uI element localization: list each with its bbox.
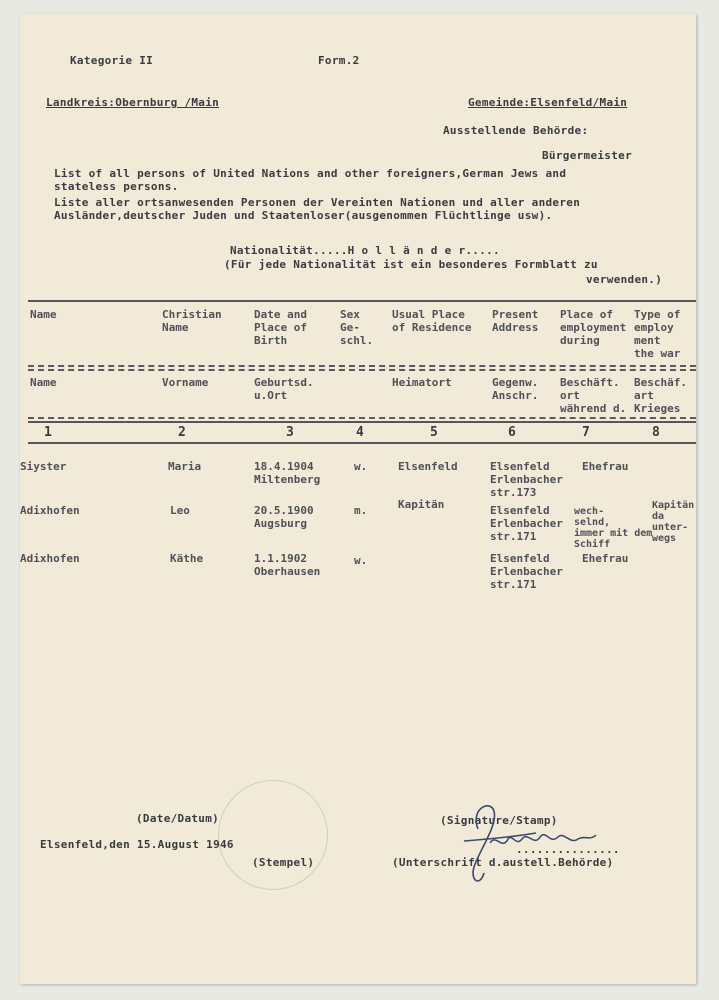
col-de-name: Name [30,376,57,389]
intro-de-line1: Liste aller ortsanwesenden Personen der Vereinten Nationen und aller anderen [54,196,581,209]
intro-de-line2: Ausländer,deutscher Juden und Staatenloser(ausgenommen Flüchtlinge usw). [54,209,553,222]
table-top-rule [28,300,696,302]
table-row-2-birth: 20.5.1900 Augsburg [254,504,314,530]
table-row-1-heimatort: Elsenfeld [398,460,458,473]
date-label: (Date/Datum) [136,812,220,825]
col-number-3: 3 [286,425,294,440]
form-label: Form.2 [318,54,360,67]
intro-en-line2: stateless persons. [54,180,179,193]
table-row-2-address: Elsenfeld Erlenbacher str.171 [490,504,563,543]
table-row-1-address: Elsenfeld Erlenbacher str.173 [490,460,563,499]
column-numbers-rule [28,442,696,444]
signature-dots: ............... [516,843,620,856]
col-number-8: 8 [652,425,660,440]
col-number-7: 7 [582,425,590,440]
col-en-sex: Sex Ge- schl. [340,308,374,347]
table-row-1-name: Siyster [20,460,67,473]
official-stamp [218,780,328,890]
col-en-name: Name [30,308,57,321]
col-de-geburt: Geburtsd. u.Ort [254,376,314,402]
stamp-label: (Stempel) [252,856,315,869]
table-row-1-birth: 18.4.1904 Miltenberg [254,460,321,486]
nationality-note-line1: (Für jede Nationalität ist ein besonderes Formblatt zu [224,258,598,271]
col-en-residence: Usual Place of Residence [392,308,472,334]
table-row-2-heimatort: Kapitän [398,498,445,511]
intro-en-line1: List of all persons of United Nations and other foreigners,German Jews and [54,167,567,180]
col-de-vorname: Vorname [162,376,209,389]
table-row-3-name: Adixhofen [20,552,80,565]
table-row-3-sex: w. [354,554,368,567]
table-header-divider [28,365,696,367]
col-de-anschrift: Gegenw. Anschr. [492,376,539,402]
landkreis-label: Landkreis:Obernburg /Main [46,96,220,109]
table-header-divider-2 [28,369,696,371]
col-number-1: 1 [44,425,52,440]
table-row-1-place: Ehefrau [582,460,629,473]
table-row-2-vorname: Leo [170,504,190,517]
signature-label-de: (Unterschrift d.austell.Behörde) [392,856,614,869]
table-row-1-vorname: Maria [168,460,202,473]
date-value: Elsenfeld,den 15.August 1946 [40,838,234,851]
table-row-2-sex: m. [354,504,368,517]
nationality-label: Nationalität.....H o l l ä n d e r..... [230,244,500,257]
table-row-3-birth: 1.1.1902 Oberhausen [254,552,321,578]
table-subheader-divider [28,417,696,419]
table-row-3-vorname: Käthe [170,552,204,565]
col-en-address: Present Address [492,308,539,334]
col-en-employment-type: Type of employ ment the war [634,308,681,360]
document-sheet [20,14,696,984]
table-row-3-address: Elsenfeld Erlenbacher str.171 [490,552,563,591]
col-number-4: 4 [356,425,364,440]
col-number-2: 2 [178,425,186,440]
authority-value: Bürgermeister [542,149,632,162]
col-number-6: 6 [508,425,516,440]
handwritten-signature [450,789,600,899]
col-de-beschaeftigungsart: Beschäf. art Krieges [634,376,687,415]
table-row-3-place: Ehefrau [582,552,629,565]
kategorie-label: Kategorie II [70,54,154,67]
table-row-2-place: wech- selnd, immer mit dem Schiff [574,506,653,550]
table-row-1-sex: w. [354,460,368,473]
table-subheader-divider-2 [28,421,696,423]
gemeinde-label: Gemeinde:Elsenfeld/Main [468,96,628,109]
table-row-2-name: Adixhofen [20,504,80,517]
authority-label: Ausstellende Behörde: [443,124,589,137]
col-en-birth: Date and Place of Birth [254,308,307,347]
col-en-christian-name: Christian Name [162,308,222,334]
col-de-beschaeftigungsort: Beschäft. ort während d. [560,376,627,415]
col-de-heimatort: Heimatort [392,376,452,389]
nationality-note-line2: verwenden.) [586,273,663,286]
col-number-5: 5 [430,425,438,440]
col-en-employment-place: Place of employment during [560,308,627,347]
table-row-2-type: Kapitän da unter- wegs [652,500,695,544]
signature-label: (Signature/Stamp) [440,814,558,827]
